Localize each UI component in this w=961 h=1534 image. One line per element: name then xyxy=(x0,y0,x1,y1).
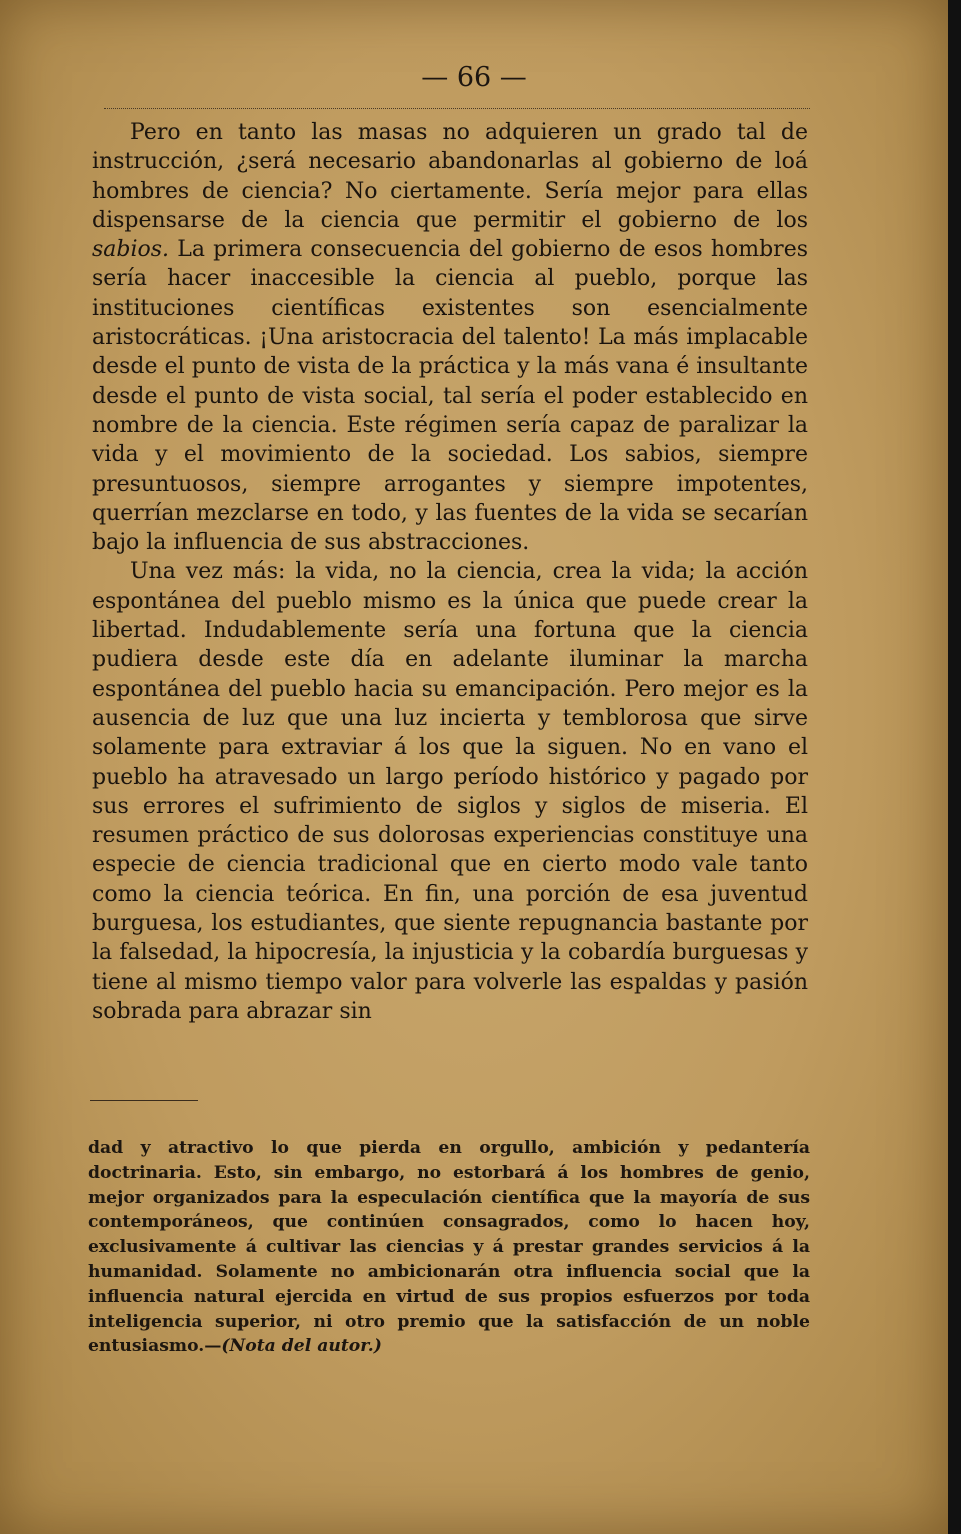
paragraph-1-text-a: Pero en tanto las masas no adquieren un grado tal de instrucción, ¿será necesario abandonarlas al gobierno de loá hombres de ciencia? No ciertamente. Sería mejor para ellas dispensarse de la ciencia que permitir el gobierno de los xyxy=(92,120,808,233)
paragraph-1-text-b: La primera consecuencia del gobierno de esos hombres sería hacer inaccesible la ciencia al pueblo, porque las instituciones científicas existentes son esencialmente aristocráticas. ¡Una aristocracia del talento! La más implacable desde el punto de vista de la práctica y la más vana é insultante desde el punto de vista social, tal sería el poder establecido en nombre de la ciencia. Este régimen sería capaz de paralizar la vida y el movimiento de la sociedad. Los sabios, siempre presuntuosos, siempre arrogantes y siempre impotentes, querrían mezclarse en todo, y las fuentes de la vida se secarían bajo la influencia de sus abstracciones. xyxy=(92,237,808,556)
footnote xyxy=(88,1136,810,1359)
header-rule xyxy=(104,108,810,109)
paragraph-1 xyxy=(92,118,808,557)
footnote-text: dad y atractivo lo que pierda en orgullo, ambición y pedantería doctrinaria. Esto, sin embargo, no estorbará á los hombres de genio, mejor organizados para la especulación científica que la mayoría de sus contemporáneos, que continúen consagrados, como lo hacen hoy, exclusivamente á cultivar las ciencias y á prestar grandes servicios á la humanidad. Solamente no ambicionarán otra influencia social que la influencia natural ejercida en virtud de sus propios esfuerzos por toda inteligencia superior, ni otro premio que la satisfacción de un noble entusiasmo.— xyxy=(88,1138,810,1357)
paragraph-1-italic: sabios. xyxy=(92,237,170,263)
footnote-rule xyxy=(90,1100,198,1101)
paragraph-2: Una vez más: la vida, no la ciencia, crea la vida; la acción espontánea del pueblo mismo es la única que puede crear la libertad. Indudablemente sería una fortuna que la ciencia pudiera desde este día en adelante iluminar la marcha espontánea del pueblo hacia su emancipación. Pero mejor es la ausencia de luz que una luz incierta y temblorosa que sirve solamente para extraviar á los que la siguen. No en vano el pueblo ha atravesado un largo período histórico y pagado por sus errores el sufrimiento de siglos y siglos de miseria. El resumen práctico de sus dolorosas experiencias constituye una especie de ciencia tradicional que en cierto modo vale tanto como la ciencia teórica. En fin, una porción de esa juventud burguesa, los estudiantes, que siente repugnancia bastante por la falsedad, la hipocresía, la injusticia y la cobardía burguesas y tiene al mismo tiempo valor para volverle las espaldas y pasión sobrada para abrazar sin xyxy=(92,559,808,1024)
body-text xyxy=(92,118,808,1026)
footnote-attribution: (Nota del autor.) xyxy=(221,1336,382,1357)
page-number: — 66 — xyxy=(421,62,527,93)
